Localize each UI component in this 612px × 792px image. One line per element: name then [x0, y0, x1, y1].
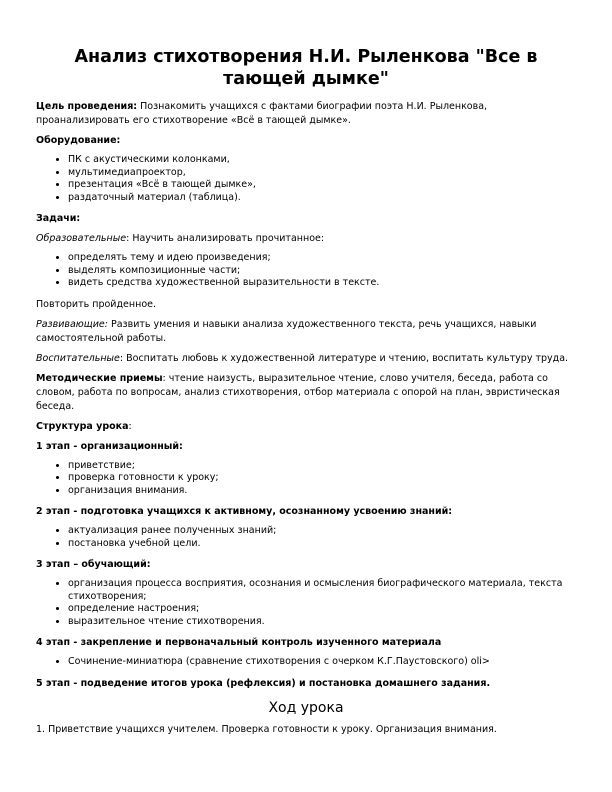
educational-paragraph: [36, 232, 576, 246]
stage-2-list: [36, 525, 576, 550]
document-title: Анализ стихотворения Н.И. Рыленкова "Все в тающей дымке": [74, 47, 538, 89]
stage-5-title: 5 этап - подведение итогов урока (рефлексия) и постановка домашнего задания.: [36, 677, 491, 689]
stage-1-title: 1 этап - организационный:: [36, 440, 183, 452]
goal-text: Познакомить учащихся с фактами биографии поэта Н.И. Рыленкова, проанализировать его стихотворение «Всё в тающей дымке».: [36, 101, 488, 126]
structure-label: Структура урока: [36, 420, 129, 432]
list-item: • приветствие;: [68, 460, 576, 473]
course-first-step: 1. Приветствие учащихся учителем. Проверка готовности к уроку. Организация внимания.: [36, 723, 497, 735]
goal-paragraph: [36, 100, 576, 128]
list-item: • мультимедиапроектор,: [68, 167, 576, 180]
list-item: • постановка учебной цели.: [68, 538, 576, 551]
developing-text: Развить умения и навыки анализа художественного текста, речь учащихся, навыки самостоятельной работы.: [36, 318, 537, 344]
developing-label: Развивающие:: [36, 318, 108, 330]
list-item: • актуализация ранее полученных знаний;: [68, 525, 576, 538]
stage-4-title: 4 этап - закрепление и первоначальный контроль изученного материала: [36, 637, 442, 648]
methods-label: Методические приемы: [36, 372, 163, 384]
list-item: • организация внимания.: [68, 485, 576, 498]
list-item: • выразительное чтение стихотворения.: [68, 616, 576, 629]
methods-text: : чтение наизусть, выразительное чтение, слово учителя, беседа, работа со словом, работа по вопросам, анализ стихотворения, отбор материала с опорой на план, эвристическая беседа.: [36, 372, 560, 412]
list-item: • определять тему и идею произведения;: [68, 252, 576, 265]
stage-2-title: 2 этап - подготовка учащихся к активному, осознанному усвоению знаний:: [36, 506, 453, 517]
stage-4-list: [36, 656, 576, 669]
upbringing-text: : Воспитать любовь к художественной литературе и чтению, воспитать культуру труда.: [119, 352, 569, 364]
educational-label: Образовательные: [36, 233, 127, 244]
list-item: • раздаточный материал (таблица).: [68, 192, 576, 205]
list-item: • презентация «Всё в тающей дымке»,: [68, 179, 576, 192]
structure-heading: [36, 420, 576, 434]
educational-list: [36, 252, 576, 290]
list-item: • проверка готовности к уроку;: [68, 472, 576, 485]
upbringing-paragraph: [36, 352, 576, 366]
goal-label: Цель проведения:: [36, 101, 138, 112]
list-item: • Сочинение-миниатюра (сравнение стихотворения с очерком К.Г.Паустовского) oli>: [68, 656, 576, 669]
stage-1-list: [36, 460, 576, 498]
tasks-heading: Задачи:: [36, 213, 81, 224]
structure-colon: :: [128, 420, 132, 432]
stage-3-list: [36, 578, 576, 628]
list-item: • выделять композиционные части;: [68, 265, 576, 278]
list-item: • определение настроения;: [68, 603, 576, 616]
equipment-list: [36, 154, 576, 204]
course-heading: Ход урока: [268, 699, 344, 716]
repeat-paragraph: Повторить пройденное.: [36, 298, 156, 310]
stage-3-title: 3 этап – обучающий:: [36, 559, 151, 570]
document-page: [36, 46, 576, 743]
educational-text: : Научить анализировать прочитанное:: [126, 233, 325, 244]
list-item: • ПК с акустическими колонками,: [68, 154, 576, 167]
list-item: • организация процесса восприятия, осознания и осмысления биографического материала, текста стихотворения;: [68, 578, 576, 603]
upbringing-label: Воспитательные: [36, 352, 120, 364]
list-item: • видеть средства художественной выразительности в тексте.: [68, 277, 576, 290]
methods-paragraph: [36, 372, 576, 414]
equipment-heading: Оборудование:: [36, 135, 121, 146]
developing-paragraph: [36, 318, 576, 346]
